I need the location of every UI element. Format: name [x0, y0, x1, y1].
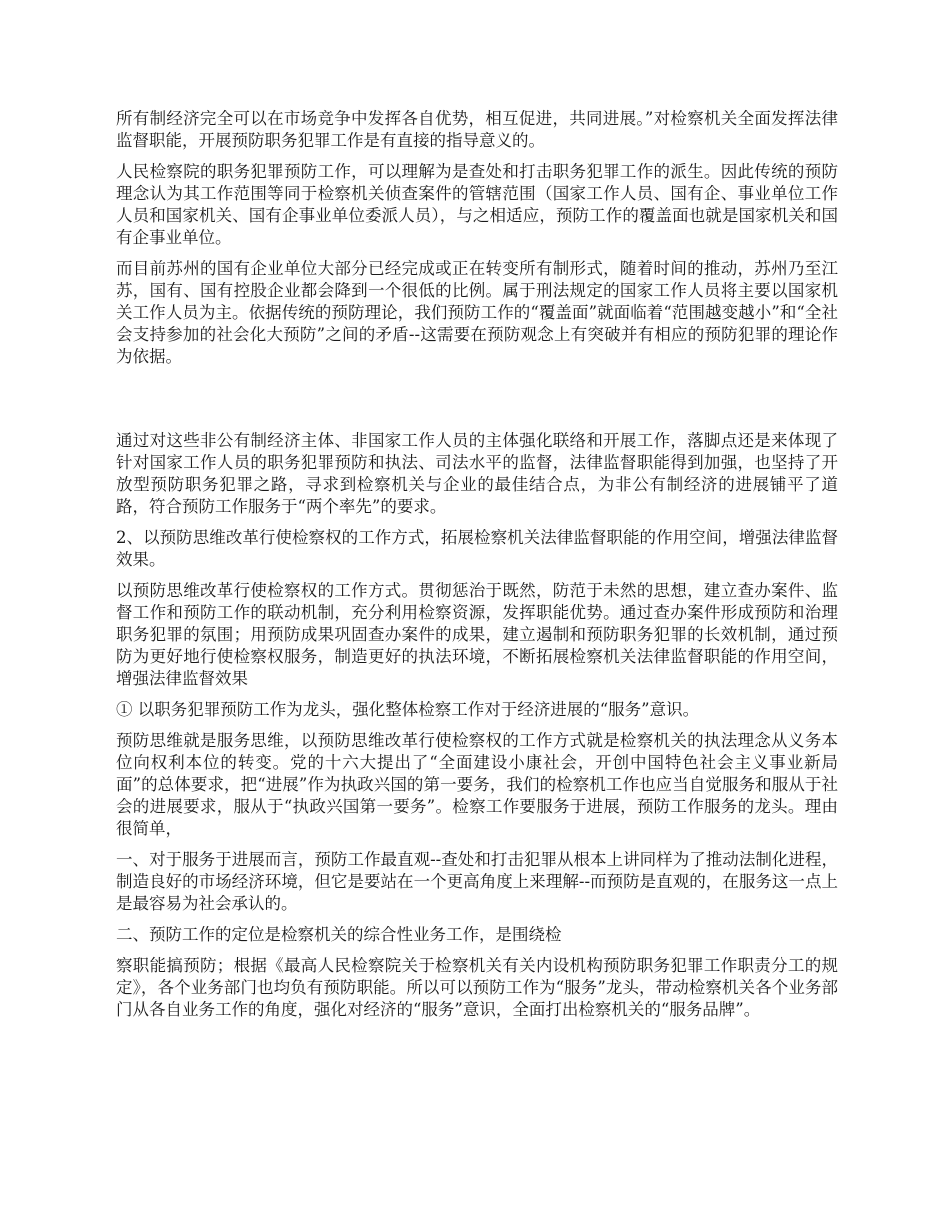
paragraph: 预防思维就是服务思维，以预防思维改革行使检察权的工作方式就是检察机关的执法理念从义务本位向权利本位的转变。党的十六大提出了“全面建设小康社会，开创中国特色社会主义事业新局面”的总体要求，把“进展”作为执政兴国的第一要务，我们的检察机工作也应当自觉服务和服从于社会的进展要求，服从于“执政兴国第一要务”。检察工作要服务于进展，预防工作服务的龙头。理由很简单，	[116, 731, 838, 838]
paragraph: 察职能搞预防；根据《最高人民检察院关于检察机关有关内设机构预防职务犯罪工作职责分工的规定》，各个业务部门也均负有预防职能。所以可以预防工作为“服务”龙头，带动检察机关各个业务部门从各自业务工作的角度，强化对经济的“服务”意识，全面打出检察机关的“服务品牌”。	[116, 956, 838, 1019]
document-body	[116, 108, 838, 1030]
section-heading: 2、以预防思维改革行使检察权的工作方式，拓展检察机关法律监督职能的作用空间，增强法律监督效果。	[116, 528, 838, 569]
paragraph: 以预防思维改革行使检察权的工作方式。贯彻惩治于既然，防范于未然的思想，建立查办案件、监督工作和预防工作的联动机制，充分利用检察资源，发挥职能优势。通过查办案件形成预防和治理职务犯罪的氛围；用预防成果巩固查办案件的成果，建立遏制和预防职务犯罪的长效机制，通过预防为更好地行使检察权服务，制造更好的执法环境，不断拓展检察机关法律监督职能的作用空间，增强法律监督效果	[116, 581, 838, 688]
blank-spacer	[116, 377, 838, 399]
paragraph: 所有制经济完全可以在市场竞争中发挥各自优势，相互促进，共同进展。”对检察机关全面发挥法律监督职能，开展预防职务犯罪工作是有直接的指导意义的。	[116, 109, 838, 150]
paragraph: 一、对于服务于进展而言，预防工作最直观--查处和打击犯罪从根本上讲同样为了推动法制化进程，制造良好的市场经济环境，但它是要站在一个更高角度上来理解--而预防是直观的，在服务这一点上是最容易为社会承认的。	[116, 850, 838, 913]
paragraph: 二、预防工作的定位是检察机关的综合性业务工作，是围绕检	[116, 925, 562, 944]
paragraph: 通过对这些非公有制经济主体、非国家工作人员的主体强化联络和开展工作，落脚点还是来体现了针对国家工作人员的职务犯罪预防和执法、司法水平的监督，法律监督职能得到加强，也坚持了开放型预防职务犯罪之路，寻求到检察机关与企业的最佳结合点，为非公有制经济的进展铺平了道路，符合预防工作服务于“两个率先”的要求。	[116, 431, 838, 516]
subsection-heading: ① 以职务犯罪预防工作为龙头，强化整体检察工作对于经济进展的“服务”意识。	[116, 700, 700, 719]
paragraph: 而目前苏州的国有企业单位大部分已经完成或正在转变所有制形式，随着时间的推动，苏州乃至江苏，国有、国有控股企业都会降到一个很低的比例。属于刑法规定的国家工作人员将主要以国家机关工作人员为主。依据传统的预防理论，我们预防工作的“覆盖面”就面临着“范围越变越小”和“全社会支持参加的社会化大预防”之间的矛盾--这需要在预防观念上有突破并有相应的预防犯罪的理论作为依据。	[116, 259, 838, 366]
paragraph: 人民检察院的职务犯罪预防工作，可以理解为是查处和打击职务犯罪工作的派生。因此传统的预防理念认为其工作范围等同于检察机关侦查案件的管辖范围（国家工作人员、国有企、事业单位工作人员和国家机关、国有企事业单位委派人员），与之相适应，预防工作的覆盖面也就是国家机关和国有企事业单位。	[116, 162, 838, 247]
